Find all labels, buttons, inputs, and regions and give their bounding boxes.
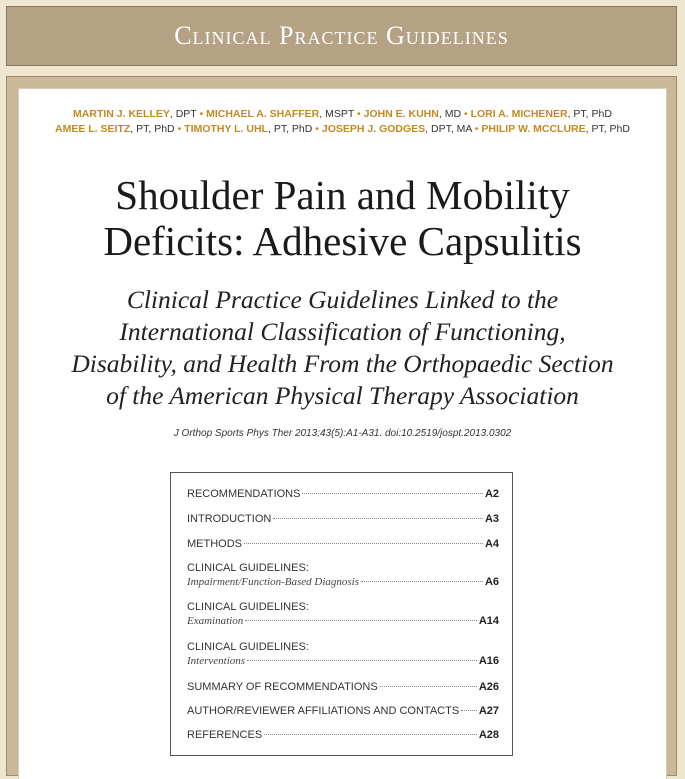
toc-page: A28: [478, 729, 499, 741]
toc-label: SUMMARY OF RECOMMENDATIONS: [187, 681, 378, 693]
toc-label: CLINICAL GUIDELINES:: [187, 641, 309, 653]
author-degree: , PT, PhD: [585, 123, 630, 135]
citation: J Orthop Sports Phys Ther 2013;43(5):A1-A31. doi:10.2519/jospt.2013.0302: [173, 428, 512, 439]
subtitle-line-1: Clinical Practice Guidelines Linked to the: [126, 285, 559, 314]
toc-label: REFERENCES: [187, 729, 263, 741]
toc-label: CLINICAL GUIDELINES:: [187, 562, 309, 574]
toc-page: A27: [478, 705, 499, 717]
toc-sublabel: Interventions: [187, 655, 246, 667]
toc-label: CLINICAL GUIDELINES:: [187, 601, 309, 613]
author-name: PHILIP W. MCCLURE: [481, 123, 586, 135]
toc-page: A14: [478, 615, 499, 627]
toc-label: INTRODUCTION: [187, 513, 272, 525]
table-of-contents: [170, 472, 513, 756]
author-separator: •: [199, 108, 204, 120]
toc-entry-diagnosis[interactable]: [187, 561, 499, 589]
toc-label: RECOMMENDATIONS: [187, 488, 301, 500]
toc-entry-recommendations[interactable]: [187, 487, 499, 501]
toc-entry-examination[interactable]: [187, 600, 499, 628]
subtitle-line-2: International Classification of Functioning,: [119, 317, 566, 346]
author-degree: , MD: [438, 108, 462, 120]
toc-page: A26: [478, 681, 499, 693]
toc-entry-introduction[interactable]: [187, 512, 499, 526]
toc-entry-summary[interactable]: [187, 680, 499, 694]
toc-page: A16: [478, 655, 499, 667]
author-separator: •: [177, 123, 182, 135]
toc-leader: [264, 734, 477, 735]
toc-entry-interventions[interactable]: [187, 640, 499, 668]
author-degree: , DPT, MA: [425, 123, 472, 135]
author-line-1: [0, 107, 685, 122]
author-degree: , PT, PhD: [567, 108, 612, 120]
toc-label: METHODS: [187, 538, 242, 550]
toc-leader: [302, 493, 482, 494]
toc-entry-references[interactable]: [187, 728, 499, 742]
toc-page: A3: [484, 513, 499, 525]
toc-page: A2: [484, 488, 499, 500]
author-separator: •: [474, 123, 479, 135]
toc-page: A6: [484, 576, 499, 588]
article-title: [0, 172, 685, 264]
toc-leader: [247, 660, 477, 661]
author-name: MARTIN J. KELLEY: [73, 108, 170, 120]
author-degree: , MSPT: [319, 108, 355, 120]
author-separator: •: [463, 108, 468, 120]
toc-entry-affiliations[interactable]: [187, 704, 499, 718]
article-subtitle: [0, 284, 685, 412]
author-list: [0, 107, 685, 137]
toc-leader: [461, 710, 477, 711]
author-degree: , PT, PhD: [267, 123, 313, 135]
subtitle-line-4: of the American Physical Therapy Association: [106, 381, 579, 410]
toc-sublabel: Examination: [187, 615, 244, 627]
toc-page: A4: [484, 538, 499, 550]
author-degree: , PT, PhD: [130, 123, 175, 135]
toc-label: AUTHOR/REVIEWER AFFILIATIONS AND CONTACTS: [187, 705, 460, 717]
toc-entry-methods[interactable]: [187, 537, 499, 551]
author-separator: •: [315, 123, 319, 135]
toc-leader: [244, 543, 483, 544]
section-banner: [6, 6, 677, 66]
toc-leader: [380, 686, 477, 687]
toc-leader: [361, 581, 483, 582]
author-name: MICHAEL A. SHAFFER: [206, 108, 320, 120]
toc-sublabel: Impairment/Function-Based Diagnosis: [187, 576, 360, 588]
title-line-1: Shoulder Pain and Mobility: [115, 172, 570, 218]
subtitle-line-3: Disability, and Health From the Orthopaedic Section: [71, 349, 614, 378]
author-name: LORI A. MICHENER: [470, 108, 568, 120]
author-name: JOHN E. KUHN: [363, 108, 439, 120]
title-line-2: Deficits: Adhesive Capsulitis: [103, 218, 582, 264]
author-line-2: [0, 122, 685, 137]
toc-leader: [245, 620, 477, 621]
author-separator: •: [356, 108, 361, 120]
banner-title: Clinical Practice Guidelines: [174, 21, 509, 50]
author-name: AMEE L. SEITZ: [55, 123, 131, 135]
author-name: JOSEPH J. GODGES: [321, 123, 426, 135]
author-degree: , DPT: [169, 108, 197, 120]
author-name: TIMOTHY L. UHL: [184, 123, 268, 135]
toc-leader: [273, 518, 483, 519]
